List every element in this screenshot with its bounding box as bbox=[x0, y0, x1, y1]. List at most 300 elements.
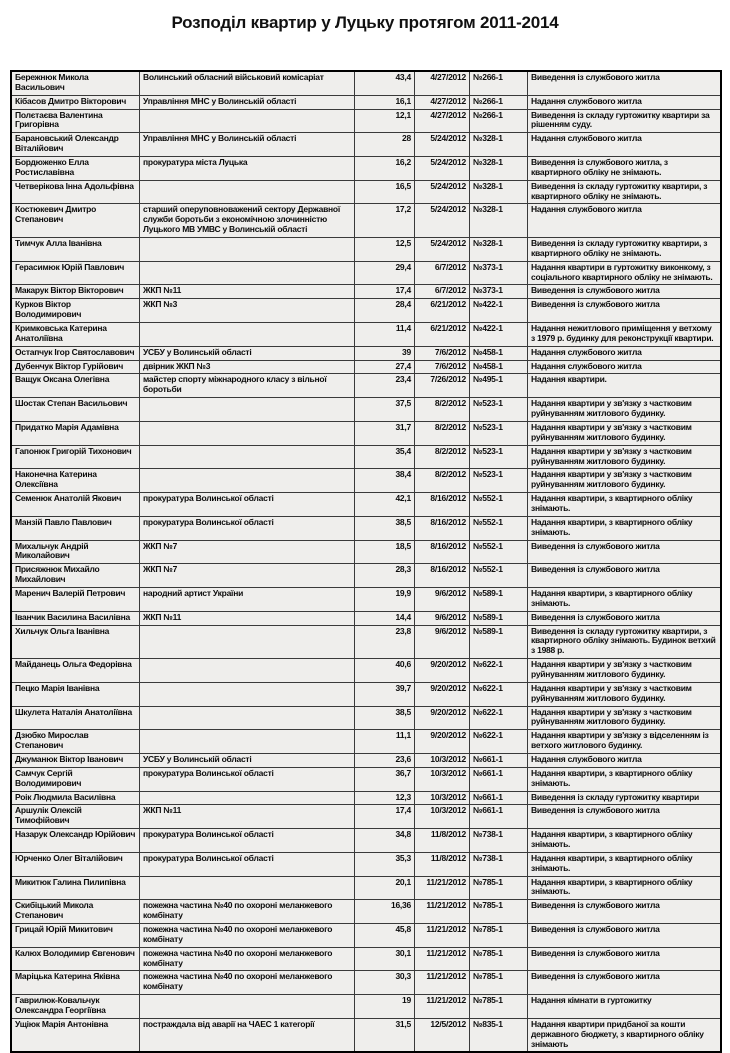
cell-organization: прокуратура Волинської області bbox=[140, 493, 355, 517]
table-row bbox=[11, 261, 721, 285]
cell-area-value: 30,3 bbox=[355, 971, 415, 995]
cell-decision-note: Виведення із складу гуртожитку квартири bbox=[528, 791, 722, 805]
cell-area-value: 35,3 bbox=[355, 852, 415, 876]
cell-organization: пожежна частина №40 по охороні меланжевого комбінату bbox=[140, 947, 355, 971]
cell-decision-date: 5/24/2012 bbox=[415, 238, 470, 262]
cell-decision-number: №661-1 bbox=[470, 805, 528, 829]
cell-decision-date: 11/8/2012 bbox=[415, 852, 470, 876]
cell-decision-note: Надання квартири у зв'язку з частковим руйнуванням житлового будинку. bbox=[528, 706, 722, 730]
cell-decision-date: 8/2/2012 bbox=[415, 469, 470, 493]
cell-decision-note: Надання службового житла bbox=[528, 204, 722, 238]
cell-area-value: 14,4 bbox=[355, 611, 415, 625]
cell-person-name: Семенюк Анатолій Якович bbox=[11, 493, 140, 517]
cell-organization bbox=[140, 261, 355, 285]
cell-organization: Волинський обласний військовий комісаріат bbox=[140, 71, 355, 95]
cell-person-name: Калюх Володимир Євгенович bbox=[11, 947, 140, 971]
table-row bbox=[11, 493, 721, 517]
cell-area-value: 36,7 bbox=[355, 767, 415, 791]
cell-decision-note: Надання квартири у зв'язку з частковим руйнуванням житлового будинку. bbox=[528, 659, 722, 683]
cell-decision-number: №552-1 bbox=[470, 564, 528, 588]
cell-decision-note: Надання квартири, з квартирного обліку знімають. bbox=[528, 516, 722, 540]
table-row bbox=[11, 445, 721, 469]
table-row bbox=[11, 516, 721, 540]
cell-decision-date: 11/21/2012 bbox=[415, 971, 470, 995]
cell-area-value: 12,3 bbox=[355, 791, 415, 805]
cell-decision-note: Надання квартири придбаної за кошти державного бюджету, з квартирного обліку знімають bbox=[528, 1018, 722, 1052]
cell-decision-note: Виведення із службового житла bbox=[528, 924, 722, 948]
cell-area-value: 12,1 bbox=[355, 109, 415, 133]
cell-person-name: Хильчук Ольга Іванівна bbox=[11, 625, 140, 659]
cell-area-value: 34,8 bbox=[355, 829, 415, 853]
cell-decision-note: Виведення із службового житла bbox=[528, 71, 722, 95]
cell-person-name: Грицай Юрій Микитович bbox=[11, 924, 140, 948]
table-row bbox=[11, 204, 721, 238]
table-row bbox=[11, 157, 721, 181]
cell-area-value: 17,2 bbox=[355, 204, 415, 238]
cell-area-value: 16,2 bbox=[355, 157, 415, 181]
cell-decision-date: 10/3/2012 bbox=[415, 805, 470, 829]
cell-decision-note: Надання квартири у зв'язку з частковим руйнуванням житлового будинку. bbox=[528, 398, 722, 422]
table-row bbox=[11, 995, 721, 1019]
cell-organization: народний артист України bbox=[140, 587, 355, 611]
cell-decision-date: 9/6/2012 bbox=[415, 611, 470, 625]
cell-person-name: Микитюк Галина Пилипівна bbox=[11, 876, 140, 900]
cell-decision-date: 6/21/2012 bbox=[415, 299, 470, 323]
cell-organization: Управління МНС у Волинській області bbox=[140, 95, 355, 109]
cell-organization bbox=[140, 323, 355, 347]
cell-decision-number: №785-1 bbox=[470, 947, 528, 971]
cell-person-name: Макарук Віктор Вікторович bbox=[11, 285, 140, 299]
table-row bbox=[11, 299, 721, 323]
cell-decision-date: 11/21/2012 bbox=[415, 900, 470, 924]
cell-area-value: 39,7 bbox=[355, 682, 415, 706]
cell-decision-note: Надання квартири в гуртожитку виконкому, з соціального квартирного обліку не знімають. bbox=[528, 261, 722, 285]
page-title: Розподіл квартир у Луцьку протягом 2011-2014 bbox=[171, 13, 559, 32]
table-row bbox=[11, 791, 721, 805]
cell-decision-number: №552-1 bbox=[470, 516, 528, 540]
cell-organization bbox=[140, 469, 355, 493]
cell-decision-note: Надання квартири у зв'язку з частковим руйнуванням житлового будинку. bbox=[528, 445, 722, 469]
table-row bbox=[11, 360, 721, 374]
cell-area-value: 19 bbox=[355, 995, 415, 1019]
cell-decision-note: Надання кімнати в гуртожитку bbox=[528, 995, 722, 1019]
cell-decision-note: Надання нежитлового приміщення у ветхому з 1979 р. будинку для реконструкції квартири. bbox=[528, 323, 722, 347]
cell-decision-note: Надання службового житла bbox=[528, 360, 722, 374]
cell-decision-date: 8/2/2012 bbox=[415, 445, 470, 469]
cell-decision-note: Виведення із складу гуртожитку квартири, з квартирного обліку не знімають. bbox=[528, 238, 722, 262]
cell-organization: пожежна частина №40 по охороні меланжевого комбінату bbox=[140, 900, 355, 924]
cell-decision-number: №661-1 bbox=[470, 767, 528, 791]
table-row bbox=[11, 323, 721, 347]
table-row bbox=[11, 133, 721, 157]
cell-decision-number: №622-1 bbox=[470, 730, 528, 754]
cell-decision-note: Виведення із службового житла bbox=[528, 540, 722, 564]
table-row bbox=[11, 767, 721, 791]
cell-area-value: 27,4 bbox=[355, 360, 415, 374]
cell-decision-number: №785-1 bbox=[470, 971, 528, 995]
cell-person-name: Скибіцький Микола Степанович bbox=[11, 900, 140, 924]
cell-decision-date: 8/2/2012 bbox=[415, 421, 470, 445]
cell-decision-note: Надання службового житла bbox=[528, 133, 722, 157]
table-row bbox=[11, 947, 721, 971]
cell-person-name: Присяжнюк Михайло Михайлович bbox=[11, 564, 140, 588]
cell-decision-note: Надання службового житла bbox=[528, 95, 722, 109]
cell-decision-date: 11/21/2012 bbox=[415, 947, 470, 971]
cell-area-value: 31,5 bbox=[355, 1018, 415, 1052]
cell-organization bbox=[140, 706, 355, 730]
cell-decision-date: 4/27/2012 bbox=[415, 71, 470, 95]
cell-decision-number: №422-1 bbox=[470, 323, 528, 347]
cell-person-name: Іванчик Василина Василівна bbox=[11, 611, 140, 625]
cell-decision-number: №373-1 bbox=[470, 261, 528, 285]
cell-organization: УСБУ у Волинській області bbox=[140, 753, 355, 767]
cell-decision-date: 8/16/2012 bbox=[415, 516, 470, 540]
table-row bbox=[11, 753, 721, 767]
cell-decision-number: №328-1 bbox=[470, 157, 528, 181]
table-row bbox=[11, 852, 721, 876]
cell-decision-date: 8/16/2012 bbox=[415, 540, 470, 564]
cell-area-value: 28,4 bbox=[355, 299, 415, 323]
table-row bbox=[11, 540, 721, 564]
cell-decision-number: №622-1 bbox=[470, 682, 528, 706]
cell-decision-date: 9/6/2012 bbox=[415, 587, 470, 611]
cell-area-value: 28,3 bbox=[355, 564, 415, 588]
cell-decision-number: №785-1 bbox=[470, 876, 528, 900]
cell-decision-number: №328-1 bbox=[470, 204, 528, 238]
cell-decision-note: Виведення із службового житла bbox=[528, 900, 722, 924]
table-row bbox=[11, 238, 721, 262]
cell-area-value: 16,1 bbox=[355, 95, 415, 109]
cell-organization: Управління МНС у Волинській області bbox=[140, 133, 355, 157]
table-row bbox=[11, 285, 721, 299]
cell-decision-number: №552-1 bbox=[470, 493, 528, 517]
cell-decision-number: №785-1 bbox=[470, 924, 528, 948]
cell-decision-date: 4/27/2012 bbox=[415, 109, 470, 133]
cell-decision-number: №523-1 bbox=[470, 469, 528, 493]
table-row bbox=[11, 730, 721, 754]
cell-area-value: 23,6 bbox=[355, 753, 415, 767]
cell-decision-date: 4/27/2012 bbox=[415, 95, 470, 109]
table-row bbox=[11, 95, 721, 109]
cell-decision-number: №661-1 bbox=[470, 753, 528, 767]
table-row bbox=[11, 587, 721, 611]
cell-decision-number: №266-1 bbox=[470, 109, 528, 133]
cell-decision-number: №422-1 bbox=[470, 299, 528, 323]
cell-organization: УСБУ у Волинській області bbox=[140, 346, 355, 360]
cell-organization: пожежна частина №40 по охороні меланжевого комбінату bbox=[140, 971, 355, 995]
cell-person-name: Тимчук Алла Іванівна bbox=[11, 238, 140, 262]
cell-area-value: 18,5 bbox=[355, 540, 415, 564]
cell-organization: ЖКП №7 bbox=[140, 564, 355, 588]
cell-decision-date: 10/3/2012 bbox=[415, 767, 470, 791]
cell-person-name: Шкулета Наталія Анатоліївна bbox=[11, 706, 140, 730]
cell-decision-date: 9/20/2012 bbox=[415, 706, 470, 730]
cell-decision-note: Надання квартири, з квартирного обліку знімають. bbox=[528, 587, 722, 611]
cell-area-value: 16,36 bbox=[355, 900, 415, 924]
cell-area-value: 11,1 bbox=[355, 730, 415, 754]
cell-decision-note: Виведення із службового житла bbox=[528, 971, 722, 995]
cell-decision-note: Виведення із службового житла bbox=[528, 611, 722, 625]
cell-decision-number: №523-1 bbox=[470, 445, 528, 469]
cell-person-name: Самчук Сергій Володимирович bbox=[11, 767, 140, 791]
cell-organization bbox=[140, 445, 355, 469]
cell-organization: ЖКП №11 bbox=[140, 805, 355, 829]
cell-decision-number: №738-1 bbox=[470, 829, 528, 853]
table-row bbox=[11, 900, 721, 924]
cell-organization: ЖКП №7 bbox=[140, 540, 355, 564]
cell-organization bbox=[140, 109, 355, 133]
cell-decision-note: Виведення із службового житла bbox=[528, 947, 722, 971]
cell-area-value: 23,4 bbox=[355, 374, 415, 398]
cell-person-name: Кримковська Катерина Анатоліївна bbox=[11, 323, 140, 347]
cell-decision-date: 11/21/2012 bbox=[415, 876, 470, 900]
cell-decision-note: Надання квартири у зв'язку з частковим руйнуванням житлового будинку. bbox=[528, 469, 722, 493]
table-row bbox=[11, 971, 721, 995]
cell-organization bbox=[140, 730, 355, 754]
cell-decision-note: Надання квартири, з квартирного обліку знімають. bbox=[528, 829, 722, 853]
cell-decision-number: №266-1 bbox=[470, 95, 528, 109]
cell-decision-number: №523-1 bbox=[470, 421, 528, 445]
cell-area-value: 28 bbox=[355, 133, 415, 157]
table-row bbox=[11, 180, 721, 204]
cell-area-value: 23,8 bbox=[355, 625, 415, 659]
table-row bbox=[11, 109, 721, 133]
cell-decision-note: Виведення із службового житла bbox=[528, 285, 722, 299]
cell-person-name: Юрченко Олег Віталійович bbox=[11, 852, 140, 876]
cell-person-name: Барановський Олександр Віталійович bbox=[11, 133, 140, 157]
cell-area-value: 35,4 bbox=[355, 445, 415, 469]
cell-decision-number: №328-1 bbox=[470, 180, 528, 204]
cell-organization bbox=[140, 238, 355, 262]
cell-decision-number: №373-1 bbox=[470, 285, 528, 299]
cell-decision-date: 10/3/2012 bbox=[415, 753, 470, 767]
cell-person-name: Герасимюк Юрій Павлович bbox=[11, 261, 140, 285]
cell-decision-date: 9/6/2012 bbox=[415, 625, 470, 659]
cell-person-name: Маренич Валерій Петрович bbox=[11, 587, 140, 611]
table-row bbox=[11, 374, 721, 398]
cell-area-value: 43,4 bbox=[355, 71, 415, 95]
cell-person-name: Шостак Степан Васильович bbox=[11, 398, 140, 422]
table-row bbox=[11, 421, 721, 445]
cell-organization: майстер спорту міжнародного класу з вільної боротьби bbox=[140, 374, 355, 398]
cell-decision-note: Надання квартири, з квартирного обліку знімають. bbox=[528, 767, 722, 791]
cell-organization: прокуратура Волинської області bbox=[140, 516, 355, 540]
cell-decision-number: №785-1 bbox=[470, 995, 528, 1019]
cell-decision-note: Надання службового житла bbox=[528, 346, 722, 360]
cell-decision-note: Надання квартири, з квартирного обліку знімають. bbox=[528, 493, 722, 517]
cell-area-value: 19,9 bbox=[355, 587, 415, 611]
cell-area-value: 38,4 bbox=[355, 469, 415, 493]
cell-person-name: Бордюженко Елла Ростиславівна bbox=[11, 157, 140, 181]
cell-area-value: 29,4 bbox=[355, 261, 415, 285]
cell-organization: пожежна частина №40 по охороні меланжевого комбінату bbox=[140, 924, 355, 948]
cell-decision-date: 7/6/2012 bbox=[415, 346, 470, 360]
cell-organization: ЖКП №3 bbox=[140, 299, 355, 323]
cell-organization bbox=[140, 421, 355, 445]
cell-organization bbox=[140, 180, 355, 204]
table-row bbox=[11, 611, 721, 625]
cell-decision-number: №589-1 bbox=[470, 587, 528, 611]
cell-area-value: 40,6 bbox=[355, 659, 415, 683]
cell-decision-date: 11/21/2012 bbox=[415, 924, 470, 948]
cell-decision-number: №523-1 bbox=[470, 398, 528, 422]
table-row bbox=[11, 564, 721, 588]
cell-decision-date: 7/6/2012 bbox=[415, 360, 470, 374]
cell-decision-note: Надання службового житла bbox=[528, 753, 722, 767]
cell-area-value: 17,4 bbox=[355, 805, 415, 829]
cell-person-name: Курков Віктор Володимирович bbox=[11, 299, 140, 323]
cell-decision-date: 9/20/2012 bbox=[415, 659, 470, 683]
cell-person-name: Пецко Марія Іванівна bbox=[11, 682, 140, 706]
cell-decision-date: 5/24/2012 bbox=[415, 180, 470, 204]
cell-person-name: Остапчук Ігор Святославович bbox=[11, 346, 140, 360]
table-row bbox=[11, 469, 721, 493]
cell-organization: прокуратура Волинської області bbox=[140, 852, 355, 876]
table-row bbox=[11, 71, 721, 95]
cell-decision-note: Виведення із складу гуртожитку квартири, з квартирного обліку знімають. Будинок ветхий з 1988 р. bbox=[528, 625, 722, 659]
cell-decision-note: Надання квартири. bbox=[528, 374, 722, 398]
cell-area-value: 45,8 bbox=[355, 924, 415, 948]
cell-person-name: Дубенчук Віктор Гурійович bbox=[11, 360, 140, 374]
cell-area-value: 17,4 bbox=[355, 285, 415, 299]
cell-decision-date: 10/3/2012 bbox=[415, 791, 470, 805]
cell-person-name: Гапонюк Григорій Тихонович bbox=[11, 445, 140, 469]
cell-area-value: 30,1 bbox=[355, 947, 415, 971]
cell-organization: прокуратура міста Луцька bbox=[140, 157, 355, 181]
cell-area-value: 38,5 bbox=[355, 706, 415, 730]
cell-decision-date: 8/2/2012 bbox=[415, 398, 470, 422]
cell-decision-date: 8/16/2012 bbox=[415, 493, 470, 517]
cell-person-name: Аршулік Олексій Тимофійович bbox=[11, 805, 140, 829]
cell-decision-number: №328-1 bbox=[470, 133, 528, 157]
table-row bbox=[11, 625, 721, 659]
cell-decision-number: №785-1 bbox=[470, 900, 528, 924]
table-row bbox=[11, 346, 721, 360]
cell-decision-note: Надання квартири, з квартирного обліку знімають. bbox=[528, 876, 722, 900]
cell-organization bbox=[140, 625, 355, 659]
table-row bbox=[11, 398, 721, 422]
cell-decision-date: 6/21/2012 bbox=[415, 323, 470, 347]
cell-decision-number: №622-1 bbox=[470, 659, 528, 683]
cell-decision-date: 6/7/2012 bbox=[415, 285, 470, 299]
table-row bbox=[11, 829, 721, 853]
cell-person-name: Маріцька Катерина Яківна bbox=[11, 971, 140, 995]
cell-person-name: Кібасов Дмитро Вікторович bbox=[11, 95, 140, 109]
cell-decision-note: Виведення із службового житла, з квартирного обліку не знімають. bbox=[528, 157, 722, 181]
cell-area-value: 11,4 bbox=[355, 323, 415, 347]
table-row bbox=[11, 706, 721, 730]
cell-decision-number: №328-1 bbox=[470, 238, 528, 262]
cell-decision-number: №458-1 bbox=[470, 360, 528, 374]
cell-decision-date: 11/21/2012 bbox=[415, 995, 470, 1019]
cell-decision-note: Надання квартири у зв'язку з відселенням із ветхого житлового будинку. bbox=[528, 730, 722, 754]
cell-area-value: 37,5 bbox=[355, 398, 415, 422]
cell-decision-note: Виведення із складу гуртожитку квартири, з квартирного обліку не знімають. bbox=[528, 180, 722, 204]
cell-area-value: 42,1 bbox=[355, 493, 415, 517]
cell-person-name: Майданець Ольга Федорівна bbox=[11, 659, 140, 683]
cell-decision-date: 5/24/2012 bbox=[415, 204, 470, 238]
cell-person-name: Роік Людмила Василівна bbox=[11, 791, 140, 805]
cell-decision-number: №589-1 bbox=[470, 611, 528, 625]
table-row bbox=[11, 682, 721, 706]
cell-decision-date: 5/24/2012 bbox=[415, 133, 470, 157]
cell-person-name: Ущіюк Марія Антонівна bbox=[11, 1018, 140, 1052]
cell-decision-number: №552-1 bbox=[470, 540, 528, 564]
cell-decision-number: №495-1 bbox=[470, 374, 528, 398]
cell-decision-number: №835-1 bbox=[470, 1018, 528, 1052]
cell-person-name: Наконечна Катерина Олексіївна bbox=[11, 469, 140, 493]
cell-decision-date: 5/24/2012 bbox=[415, 157, 470, 181]
cell-organization: ЖКП №11 bbox=[140, 285, 355, 299]
cell-person-name: Михальчук Андрій Миколайович bbox=[11, 540, 140, 564]
cell-decision-date: 9/20/2012 bbox=[415, 730, 470, 754]
cell-area-value: 16,5 bbox=[355, 180, 415, 204]
cell-area-value: 12,5 bbox=[355, 238, 415, 262]
cell-decision-number: №622-1 bbox=[470, 706, 528, 730]
cell-person-name: Бережнюк Микола Васильович bbox=[11, 71, 140, 95]
cell-decision-date: 12/5/2012 bbox=[415, 1018, 470, 1052]
cell-organization: старший оперуповноважений сектору Державної служби боротьби з економічною злочинністю Луцького МВ УМВС у Волинській області bbox=[140, 204, 355, 238]
cell-organization: прокуратура Волинської області bbox=[140, 767, 355, 791]
cell-person-name: Назарук Олександр Юрійович bbox=[11, 829, 140, 853]
cell-person-name: Придатко Марія Адамівна bbox=[11, 421, 140, 445]
cell-decision-date: 7/26/2012 bbox=[415, 374, 470, 398]
cell-person-name: Джуманюк Віктор Іванович bbox=[11, 753, 140, 767]
cell-decision-note: Надання квартири у зв'язку з частковим руйнуванням житлового будинку. bbox=[528, 421, 722, 445]
cell-organization bbox=[140, 659, 355, 683]
cell-decision-note: Надання квартири у зв'язку з частковим руйнуванням житлового будинку. bbox=[528, 682, 722, 706]
cell-decision-note: Виведення із складу гуртожитку квартири за рішенням суду. bbox=[528, 109, 722, 133]
cell-organization bbox=[140, 682, 355, 706]
table-row bbox=[11, 1018, 721, 1052]
cell-person-name: Полєтаєва Валентина Григорівна bbox=[11, 109, 140, 133]
cell-organization: ЖКП №11 bbox=[140, 611, 355, 625]
cell-decision-date: 11/8/2012 bbox=[415, 829, 470, 853]
cell-decision-note: Надання квартири, з квартирного обліку знімають. bbox=[528, 852, 722, 876]
cell-person-name: Костюкевич Дмитро Степанович bbox=[11, 204, 140, 238]
cell-decision-date: 9/20/2012 bbox=[415, 682, 470, 706]
cell-decision-date: 8/16/2012 bbox=[415, 564, 470, 588]
cell-decision-note: Виведення із службового житла bbox=[528, 564, 722, 588]
cell-organization bbox=[140, 398, 355, 422]
apartments-table-body bbox=[11, 71, 721, 1052]
cell-area-value: 39 bbox=[355, 346, 415, 360]
cell-organization bbox=[140, 791, 355, 805]
cell-organization bbox=[140, 876, 355, 900]
cell-person-name: Дзюбко Мирослав Степанович bbox=[11, 730, 140, 754]
cell-decision-number: №661-1 bbox=[470, 791, 528, 805]
cell-decision-number: №266-1 bbox=[470, 71, 528, 95]
cell-area-value: 38,5 bbox=[355, 516, 415, 540]
table-row bbox=[11, 876, 721, 900]
cell-decision-note: Виведення із службового житла bbox=[528, 299, 722, 323]
cell-decision-number: №458-1 bbox=[470, 346, 528, 360]
table-row bbox=[11, 924, 721, 948]
apartments-table bbox=[10, 70, 722, 1053]
table-row bbox=[11, 805, 721, 829]
cell-decision-number: №738-1 bbox=[470, 852, 528, 876]
cell-person-name: Манзій Павло Павлович bbox=[11, 516, 140, 540]
cell-person-name: Ващук Оксана Олегівна bbox=[11, 374, 140, 398]
cell-organization bbox=[140, 995, 355, 1019]
cell-area-value: 31,7 bbox=[355, 421, 415, 445]
cell-decision-number: №589-1 bbox=[470, 625, 528, 659]
table-row bbox=[11, 659, 721, 683]
cell-area-value: 20,1 bbox=[355, 876, 415, 900]
cell-organization: двірник ЖКП №3 bbox=[140, 360, 355, 374]
cell-person-name: Четверікова Інна Адольфівна bbox=[11, 180, 140, 204]
cell-decision-date: 6/7/2012 bbox=[415, 261, 470, 285]
